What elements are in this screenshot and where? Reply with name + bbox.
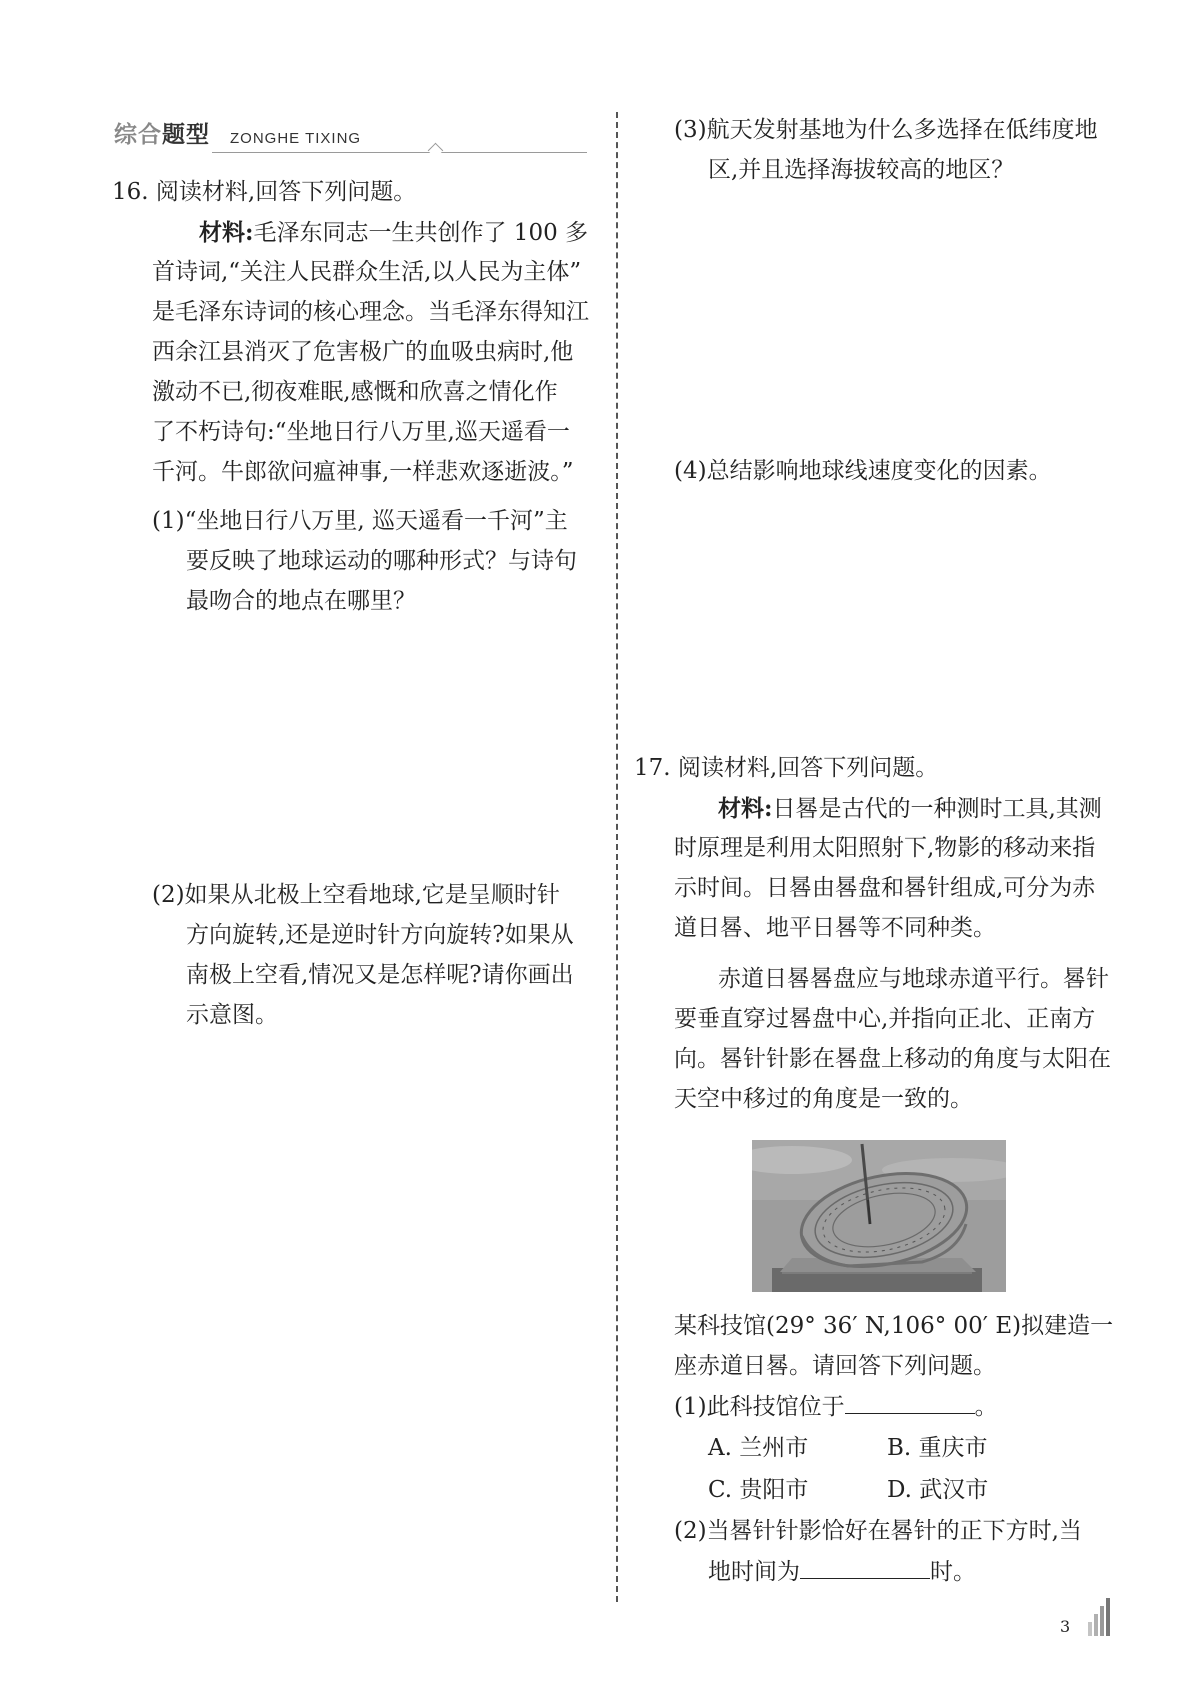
q16-material-line: 了不朽诗句:“坐地日行八万里,巡天遥看一 xyxy=(152,419,570,445)
q17-sub1-answer-blank[interactable] xyxy=(845,1395,975,1414)
q16-sub1-line: (1)“坐地日行八万里, 巡天遥看一千河”主 xyxy=(152,508,568,534)
q17-para2-line: 要垂直穿过晷盘中心,并指向正北、正南方 xyxy=(674,1006,1096,1032)
q17-para2-line: 赤道日晷晷盘应与地球赤道平行。晷针 xyxy=(718,966,1109,992)
option-d[interactable]: D. 武汉市 xyxy=(887,1477,989,1503)
section-subtitle: ZONGHE TIXING xyxy=(230,130,362,147)
q16-material-label: 材料: xyxy=(199,219,254,246)
header-rule xyxy=(212,152,587,153)
q17-material-line: 示时间。日晷由晷盘和晷针组成,可分为赤 xyxy=(674,875,1096,901)
q17-material-line xyxy=(718,797,1102,821)
q16-material-text: 毛泽东同志一生共创作了 100 多 xyxy=(253,220,589,246)
option-b[interactable]: B. 重庆市 xyxy=(887,1435,988,1461)
q17-material-label: 材料: xyxy=(718,795,773,822)
q16-material-line: 是毛泽东诗词的核心理念。当毛泽东得知江 xyxy=(152,299,589,325)
q16-stem: 16. 阅读材料,回答下列问题。 xyxy=(112,179,417,205)
q16-sub4-line: (4)总结影响地球线速度变化的因素。 xyxy=(674,458,1052,484)
q16-sub1-line: 最吻合的地点在哪里？ xyxy=(186,588,416,614)
q16-sub2-line: (2)如果从北极上空看地球,它是呈顺时针 xyxy=(152,882,560,908)
q16-material-line: 西余江县消灭了危害极广的血吸虫病时,他 xyxy=(152,339,574,365)
q16-sub2-line: 南极上空看,情况又是怎样呢?请你画出 xyxy=(186,962,574,988)
q17-sub1-suffix: 。 xyxy=(974,1394,998,1420)
q16-sub3-line: (3)航天发射基地为什么多选择在低纬度地 xyxy=(674,117,1098,143)
q17-sub2-line: (2)当晷针针影恰好在晷针的正下方时,当 xyxy=(674,1518,1082,1544)
column-divider xyxy=(616,112,618,1602)
page-corner-bars xyxy=(1088,1598,1112,1636)
q17-sub2-answer-blank[interactable] xyxy=(800,1560,930,1579)
section-header xyxy=(112,112,590,156)
q17-material-text: 日晷是古代的一种测时工具,其测 xyxy=(772,796,1102,822)
q17-para2-line: 向。晷针针影在晷盘上移动的角度与太阳在 xyxy=(674,1046,1111,1072)
q16-sub2-line: 方向旋转,还是逆时针方向旋转?如果从 xyxy=(186,922,574,948)
section-title-light: 综合 xyxy=(114,122,162,148)
q16-sub3-line: 区,并且选择海拔较高的地区？ xyxy=(708,157,1015,183)
q16-material-line: 激动不已,彻夜难眠,感慨和欣喜之情化作 xyxy=(152,379,558,405)
q17-stem: 17. 阅读材料,回答下列问题。 xyxy=(634,755,939,781)
sundial-photo xyxy=(752,1140,1006,1292)
q17-material-line: 时原理是利用太阳照射下,物影的移动来指 xyxy=(674,835,1096,861)
q17-sub1-prefix: (1)此科技馆位于 xyxy=(674,1394,845,1420)
q17-intro-line: 座赤道日晷。请回答下列问题。 xyxy=(674,1353,996,1379)
q17-sub2-suffix: 时。 xyxy=(930,1559,976,1585)
q17-para2-line: 天空中移过的角度是一致的。 xyxy=(674,1086,973,1112)
section-title-dark: 题型 xyxy=(162,122,210,148)
q17-material-line: 道日晷、地平日晷等不同种类。 xyxy=(674,915,996,941)
q16-material-line xyxy=(199,221,588,245)
q16-material-line: 千河。牛郎欲问瘟神事,一样悲欢逐逝波。” xyxy=(152,459,574,485)
q17-sub2-prefix: 地时间为 xyxy=(708,1559,800,1585)
q17-sub1 xyxy=(674,1395,998,1419)
q17-sub2 xyxy=(708,1560,976,1584)
header-rule-notch xyxy=(428,143,444,159)
option-c[interactable]: C. 贵阳市 xyxy=(708,1477,809,1503)
q16-material-line: 首诗词,“关注人民群众生活,以人民为主体” xyxy=(152,259,582,285)
option-a[interactable]: A. 兰州市 xyxy=(708,1435,809,1461)
q16-sub2-line: 示意图。 xyxy=(186,1002,278,1028)
page-number: 3 xyxy=(1060,1617,1071,1636)
q16-sub1-line: 要反映了地球运动的哪种形式？与诗句 xyxy=(186,548,577,574)
section-title xyxy=(114,116,210,149)
q17-intro-line: 某科技馆(29° 36′ N,106° 00′ E)拟建造一 xyxy=(674,1313,1114,1339)
